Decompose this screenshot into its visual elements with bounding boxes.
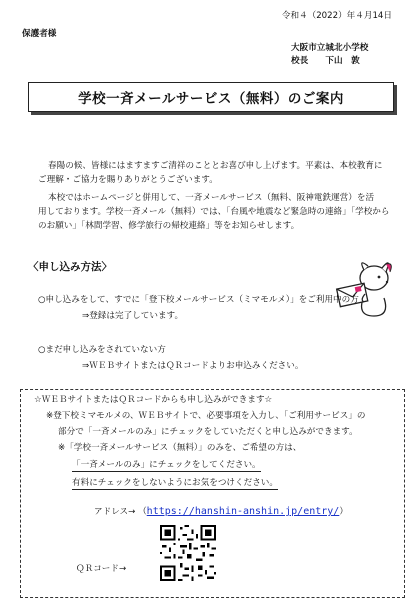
qr-label: ＱＲコード→ <box>76 564 127 574</box>
date: 令和４（2022）年４月14日 <box>281 11 392 21</box>
title-box <box>28 82 394 112</box>
option-1-line-1: ○申し込みをして、すでに「登下校メールサービス（ミマモルメ）」をご利用中の方 <box>38 295 359 305</box>
paragraph-2-line-2: 用しております。学校一斉メール（無料）では、「台風や地震など緊急時の連絡」「学校から <box>38 207 390 217</box>
page-title: 学校一斉メールサービス（無料）のご案内 <box>78 91 344 107</box>
section-heading: 〈申し込み方法〉 <box>28 261 112 273</box>
note-2-line-3-text: 有料にチェックをしないようにお気をつけください。 <box>72 478 278 488</box>
paragraph-1-line-1: 春陽の候、皆様にはますますご清祥のこととお喜び申し上げます。平素は、本校教育に <box>48 161 383 171</box>
paragraph-2-line-1: 本校ではホームページと併用して、一斉メールサービス（無料、阪神電鉄運営）を活 <box>48 193 375 203</box>
url-close-paren: ） <box>339 507 348 517</box>
signup-url-link[interactable]: https://hanshin-anshin.jp/entry/ <box>146 506 340 517</box>
mail-mascot-illustration <box>334 256 402 318</box>
paragraph-1-line-2: ご理解・ご協力を賜りありがとうございます。 <box>38 175 218 185</box>
option-2-line-1: ○まだ申し込みをされていない方 <box>38 345 166 355</box>
option-1-line-2: ⇒登録は完了しています。 <box>82 311 184 321</box>
note-2-line-3 <box>72 477 278 489</box>
note-1-line-1: ※登下校ミマモルメの、ＷＥＢサイトで、必要事項を入力し、「ご利用サービス」の <box>46 411 366 421</box>
address-label: アドレス→ <box>94 507 136 517</box>
note-1-line-2: 部分で「一斉メールのみ」にチェックをしていただくと申し込みができます。 <box>58 427 358 437</box>
qr-code-icon[interactable] <box>160 525 216 581</box>
web-signup-heading: ☆ＷＥＢサイトまたはＱＲコードからも申し込みができます☆ <box>34 395 273 405</box>
school-name: 大阪市立城北小学校 <box>291 43 369 53</box>
principal-name: 校長 下山 敦 <box>291 56 360 66</box>
paragraph-2-line-3: のお願い」「林間学習、修学旅行の帰校連絡」等をお知らせします。 <box>38 221 300 231</box>
note-2-line-2 <box>72 459 261 471</box>
option-2-line-2: ⇒ＷＥＢサイトまたはＱＲコードよりお申込みください。 <box>82 361 304 371</box>
url-open-paren: （ <box>138 507 147 517</box>
note-2-line-1: ※「学校一斉メールサービス（無料）」のみを、ご希望の方は、 <box>58 443 302 453</box>
note-2-line-2-text: 「一斉メールのみ」にチェックをしてください。 <box>72 460 261 470</box>
recipient: 保護者様 <box>22 29 57 39</box>
address-row <box>94 506 348 518</box>
